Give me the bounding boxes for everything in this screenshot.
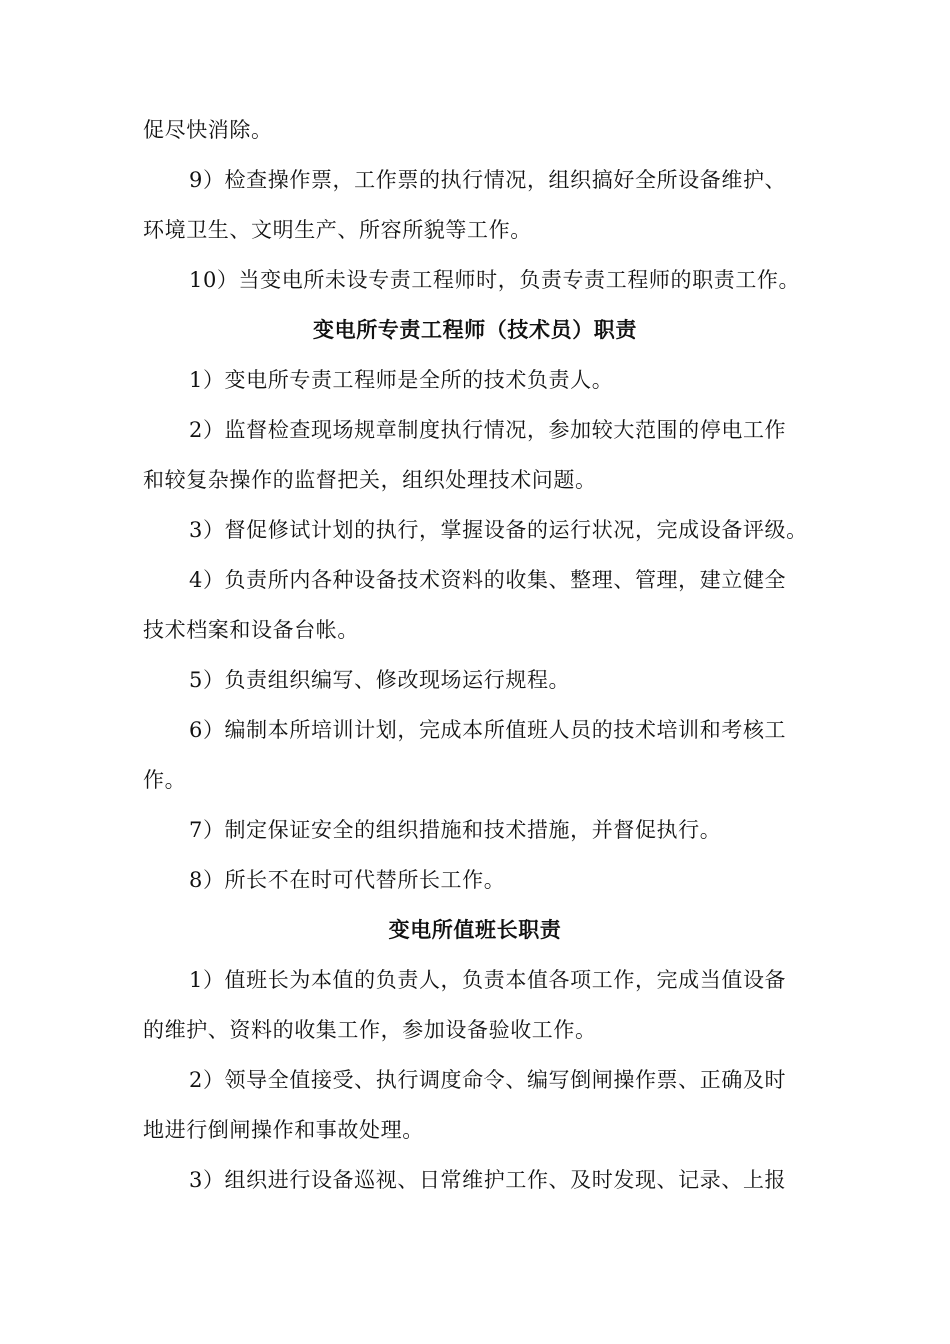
text-line: 地进行倒闸操作和事故处理。 [143, 1118, 424, 1142]
text-line: 1）值班长为本值的负责人，负责本值各项工作，完成当值设备 [189, 968, 787, 992]
text-line: 促尽快消除。 [143, 118, 273, 142]
text-line: 3）组织进行设备巡视、日常维护工作、及时发现、记录、上报 [189, 1168, 787, 1192]
text-line: 3）督促修试计划的执行，掌握设备的运行状况，完成设备评级。 [189, 518, 808, 542]
text-line: 和较复杂操作的监督把关，组织处理技术问题。 [143, 468, 597, 492]
text-line: 4）负责所内各种设备技术资料的收集、整理、管理，建立健全 [189, 568, 787, 592]
text-line: 作。 [143, 768, 187, 792]
text-line: 5）负责组织编写、修改现场运行规程。 [189, 668, 571, 692]
text-line: 2）领导全值接受、执行调度命令、编写倒闸操作票、正确及时 [189, 1068, 787, 1092]
text-line: 8）所长不在时可代替所长工作。 [189, 868, 506, 892]
text-line: 技术档案和设备台帐。 [143, 618, 359, 642]
text-line: 7）制定保证安全的组织措施和技术措施，并督促执行。 [189, 818, 722, 842]
text-line: 6）编制本所培训计划，完成本所值班人员的技术培训和考核工 [189, 718, 787, 742]
text-line: 10）当变电所未设专责工程师时，负责专责工程师的职责工作。 [189, 268, 801, 292]
text-line: 环境卫生、文明生产、所容所貌等工作。 [143, 218, 532, 242]
text-line: 的维护、资料的收集工作，参加设备验收工作。 [143, 1018, 597, 1042]
text-line: 2）监督检查现场规章制度执行情况，参加较大范围的停电工作 [189, 418, 787, 442]
section-heading: 变电所值班长职责 [388, 917, 562, 942]
section-heading: 变电所专责工程师（技术员）职责 [313, 317, 637, 342]
text-line: 1）变电所专责工程师是全所的技术负责人。 [189, 368, 614, 392]
text-line: 9）检查操作票，工作票的执行情况，组织搞好全所设备维护、 [189, 168, 787, 192]
